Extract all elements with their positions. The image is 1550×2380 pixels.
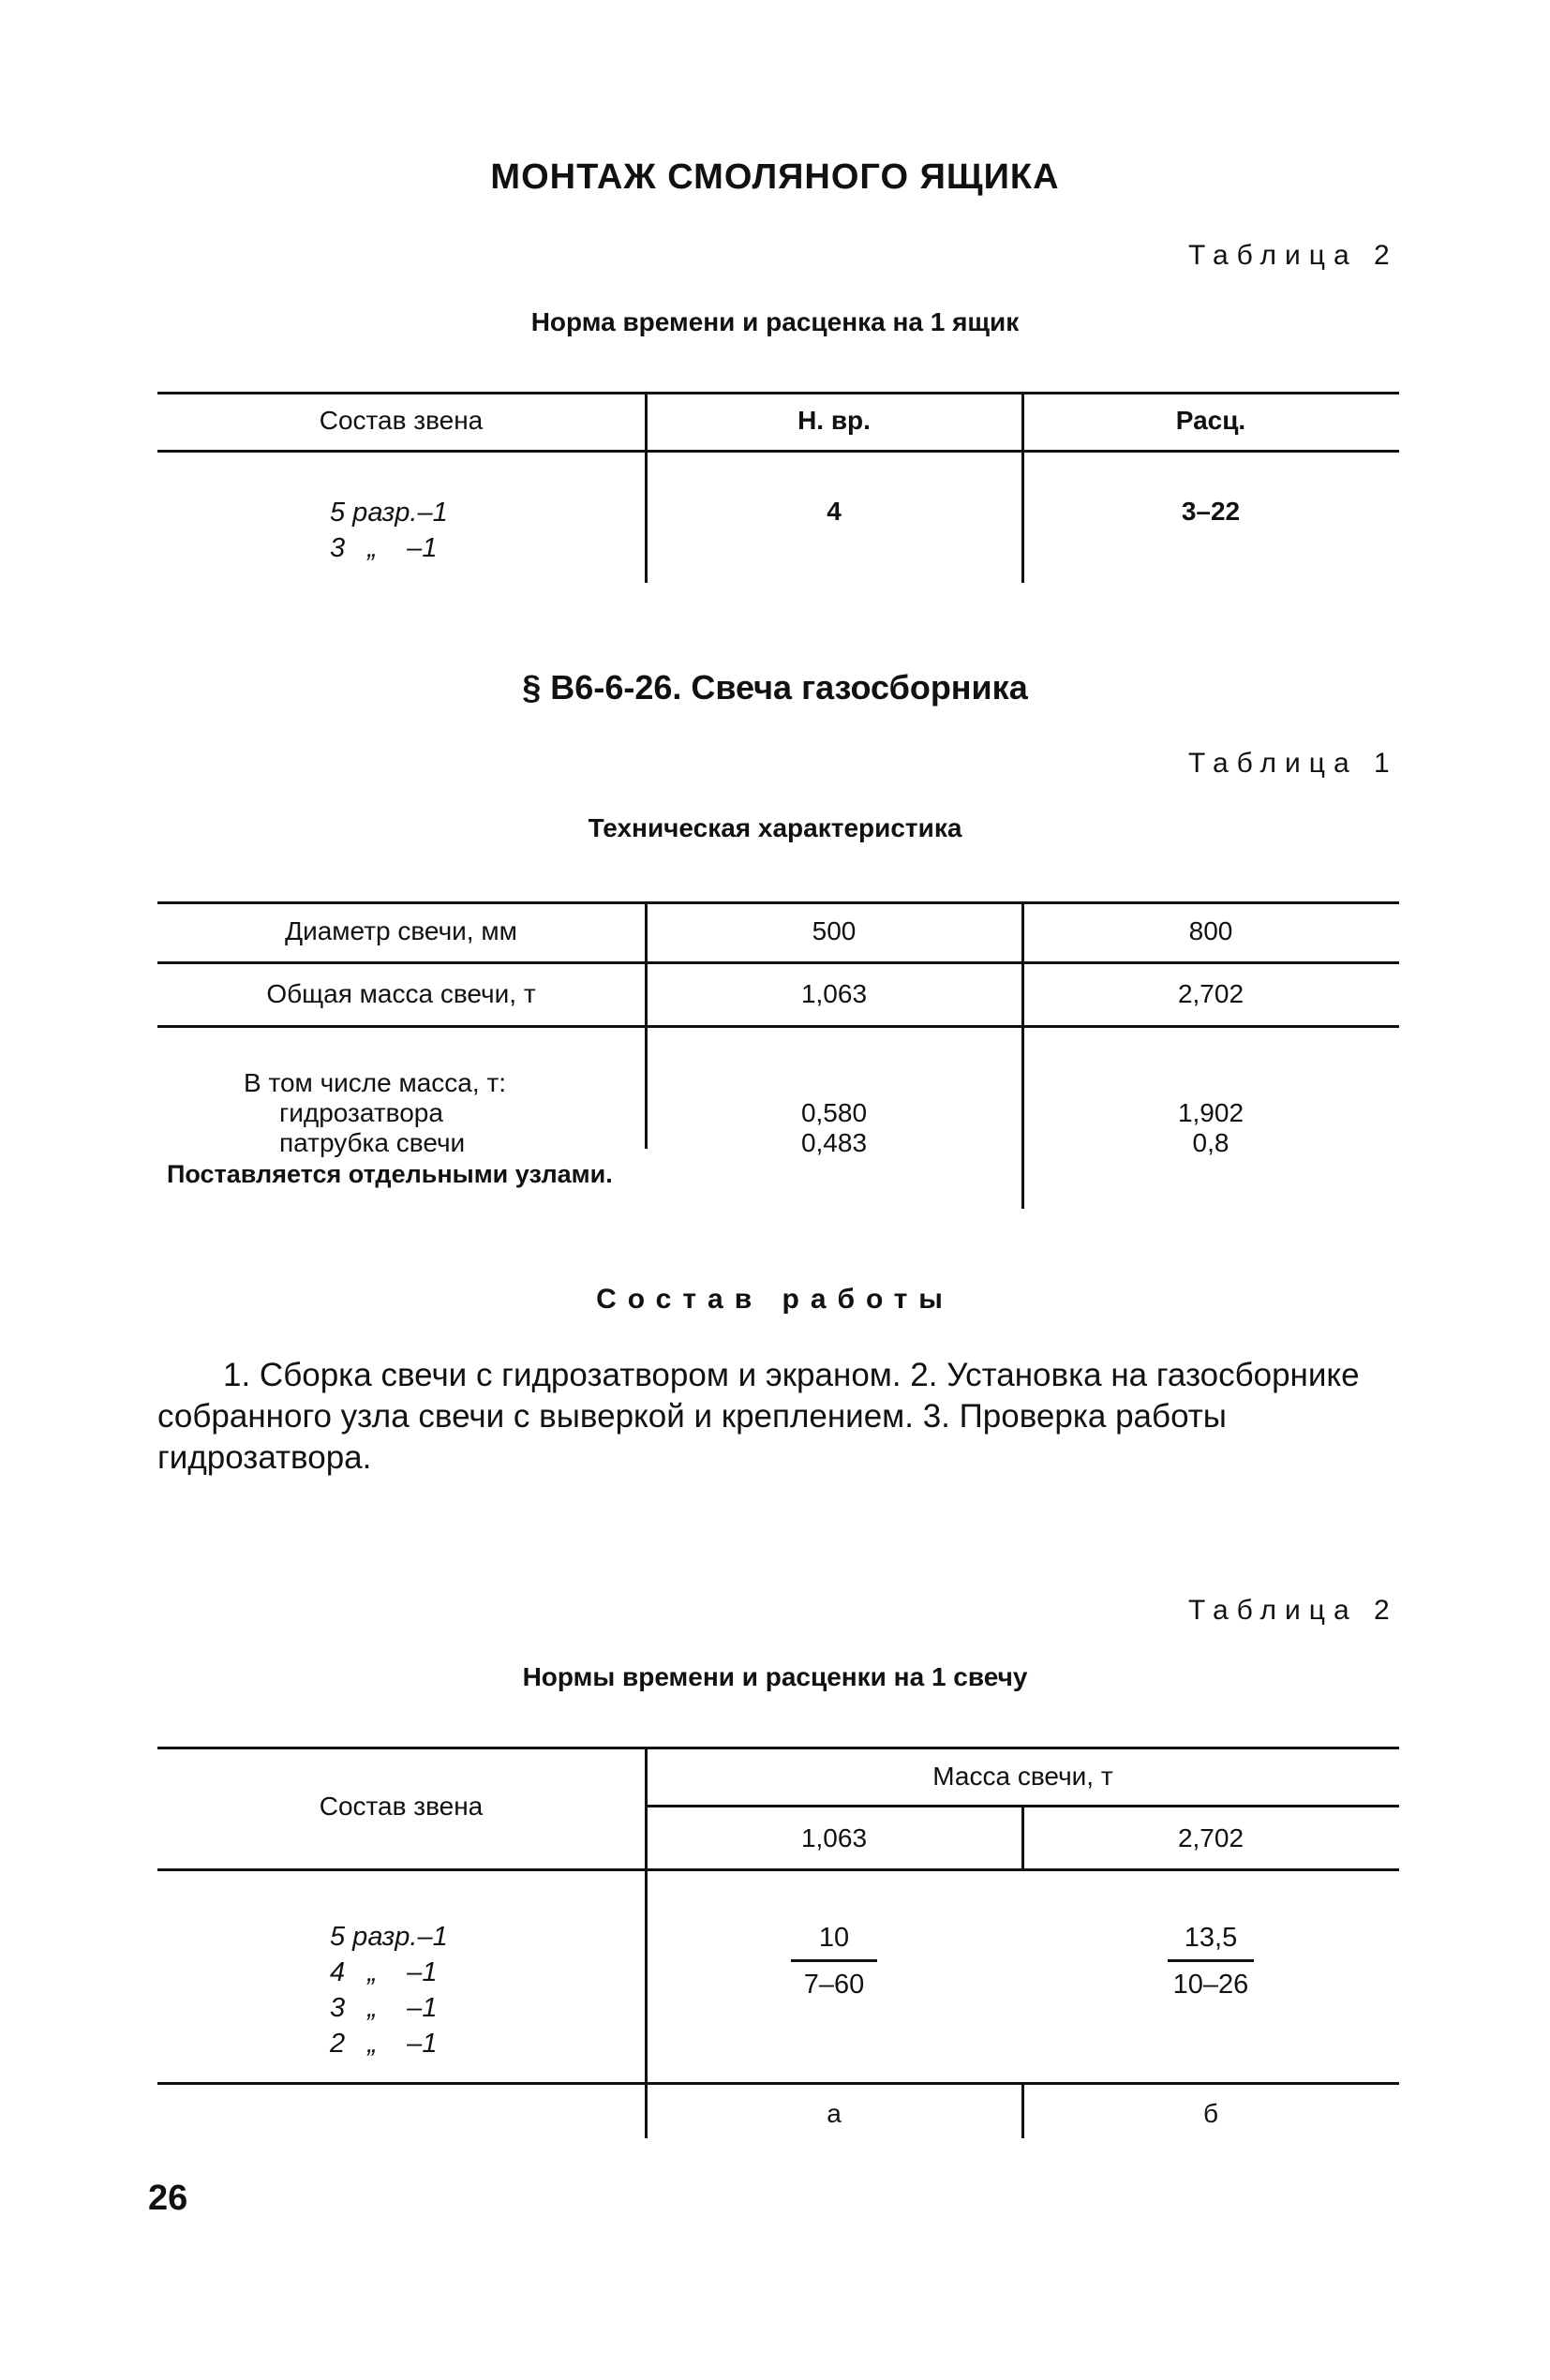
table-b-note: Поставляется отдельными узлами. — [167, 1160, 613, 1188]
table-b-col-divider-2 — [1021, 903, 1024, 1209]
table-b-diameter-800: 800 — [1188, 916, 1233, 945]
table-b-pipe-label: патрубка свечи — [279, 1128, 466, 1157]
table-b-mass-800: 2,702 — [1177, 979, 1244, 1008]
crew-row: 3 „ –1 — [330, 1993, 438, 2023]
work-text: 1. Сборка свечи с гидрозатвором и экраном. 2. Установка на газосборнике собранного узла свечи с выверкой и креплением. 3. Проверка работы гидрозатвора. — [157, 1357, 1360, 1476]
crew-row: 2 „ –1 — [330, 2029, 438, 2059]
work-heading: Состав работы — [596, 1284, 954, 1315]
table-c-bottom-rule — [157, 2082, 1399, 2085]
table-b-label: Таблица 1 — [1188, 748, 1398, 779]
crew-row: 5 разр.–1 — [330, 1922, 448, 1952]
table-b-mass-500: 1,063 — [800, 979, 868, 1008]
table-a-header-rule — [157, 450, 1399, 453]
table-c-col-letter-b: б — [1202, 2099, 1219, 2128]
page-number: 26 — [148, 2179, 188, 2218]
rate-value: 10–26 — [1172, 1970, 1249, 2000]
table-c-top-rule — [157, 1747, 1399, 1749]
table-b-top-rule — [157, 901, 1399, 904]
table-a-header-norm: Н. вр. — [797, 406, 871, 435]
page-title: МОНТАЖ СМОЛЯНОГО ЯЩИКА — [490, 157, 1060, 197]
table-c-label: Таблица 2 — [1188, 1595, 1398, 1626]
table-b-hydro-500: 0,580 — [800, 1098, 868, 1127]
norm-value: 10 — [791, 1923, 877, 1962]
table-a-caption: Норма времени и расценка на 1 ящик — [530, 307, 1020, 336]
table-b-row-rule-1 — [157, 961, 1399, 964]
table-a-label: Таблица 2 — [1188, 240, 1398, 271]
table-b-pipe-500: 0,483 — [800, 1128, 868, 1157]
table-c-fraction-a — [647, 1923, 1021, 2001]
crew-row: 3 „ –1 — [330, 533, 438, 563]
norm-value: 13,5 — [1168, 1923, 1254, 1962]
table-c-fraction-b — [1023, 1923, 1398, 2001]
table-b-hydro-label: гидрозатвора — [279, 1098, 443, 1127]
crew-row: 4 „ –1 — [330, 1957, 438, 1987]
table-a-top-rule — [157, 392, 1399, 394]
table-c-caption: Нормы времени и расценки на 1 свечу — [522, 1662, 1028, 1691]
table-a-rate-value: 3–22 — [1181, 497, 1241, 526]
table-c-header-rule — [157, 1868, 1399, 1871]
table-b-diameter-label: Диаметр свечи, мм — [285, 916, 517, 945]
table-b-diameter-500: 500 — [812, 916, 857, 945]
table-b-mass-label: Общая масса свечи, т — [266, 979, 536, 1008]
table-c-crew-list — [330, 1919, 448, 2061]
table-c-mass-1063: 1,063 — [800, 1823, 868, 1852]
work-paragraph — [157, 1355, 1376, 1479]
rate-value: 7–60 — [803, 1970, 865, 2000]
table-c-mass-2702: 2,702 — [1177, 1823, 1244, 1852]
table-c-header-crew: Состав звена — [319, 1792, 484, 1821]
table-a-norm-value: 4 — [827, 497, 842, 526]
table-b-pipe-800: 0,8 — [1192, 1128, 1230, 1157]
table-b-caption: Техническая характеристика — [588, 813, 962, 842]
table-b-row-rule-2 — [157, 1025, 1399, 1028]
table-b-hydro-800: 1,902 — [1177, 1098, 1244, 1127]
table-c-col-letter-a: а — [827, 2099, 842, 2128]
section-heading: § В6-6-26. Свеча газосборника — [522, 668, 1028, 707]
table-a-crew-list — [330, 495, 448, 566]
crew-row: 5 разр.–1 — [330, 498, 448, 528]
table-a-header-crew: Состав звена — [319, 406, 484, 435]
table-c-header-mass: Масса свечи, т — [932, 1762, 1113, 1791]
table-b-incl-label: В том числе масса, т: — [244, 1068, 507, 1097]
table-a-header-rate: Расц. — [1175, 406, 1246, 435]
